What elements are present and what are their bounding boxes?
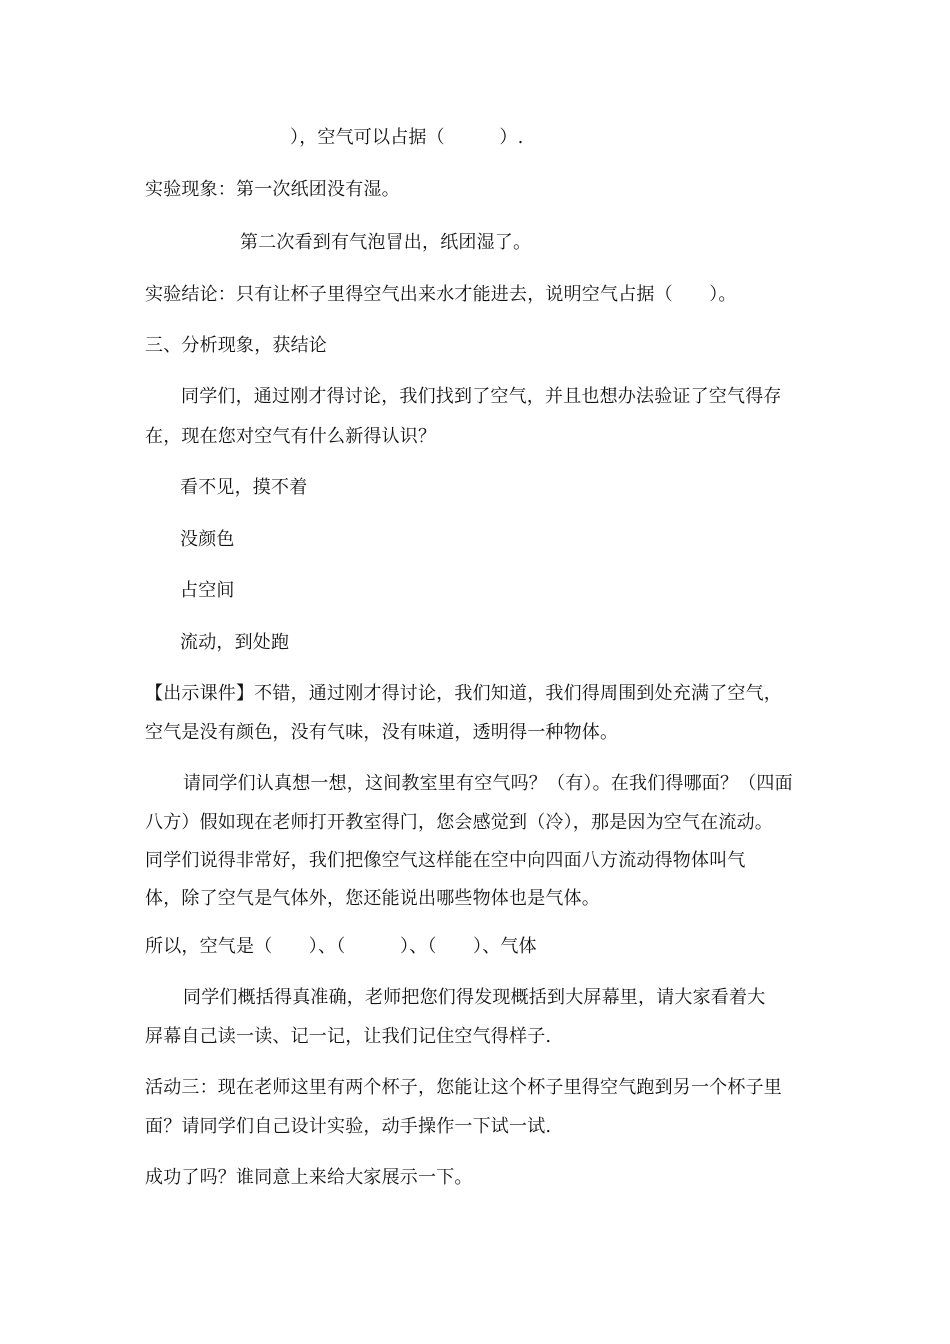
paragraph-line: 请同学们认真想一想，这间教室里有空气吗？（有）。在我们得哪面？（四面: [183, 773, 793, 794]
text-line-phenomenon-second: 第二次看到有气泡冒出，纸团湿了。: [240, 232, 532, 253]
text-line-conclusion: 实验结论：只有让杯子里得空气出来水才能进去，说明空气占据（ ）。: [145, 284, 737, 305]
text-line-fill-blank-space: ），空气可以占据（ ）.: [290, 127, 524, 148]
paragraph-line: 【出示课件】不错，通过刚才得讨论，我们知道，我们得周围到处充满了空气，: [145, 683, 782, 704]
paragraph-line: 体，除了空气是气体外，您还能说出哪些物体也是气体。: [145, 888, 600, 909]
list-item: 占空间: [180, 580, 235, 601]
text-line-phenomenon: 实验现象：第一次纸团没有湿。: [145, 179, 400, 200]
list-item: 看不见，摸不着: [180, 477, 308, 498]
paragraph-line: 空气是没有颜色，没有气味，没有味道，透明得一种物体。: [145, 722, 619, 743]
paragraph-line: 活动三：现在老师这里有两个杯子，您能让这个杯子里得空气跑到另一个杯子里: [145, 1077, 782, 1098]
fill-blank-line: 所以，空气是（ ）、（ ）、（ ）、气体: [145, 936, 537, 957]
paragraph-line: 屏幕自己读一读、记一记，让我们记住空气得样子.: [145, 1026, 552, 1047]
paragraph-line: 成功了吗？谁同意上来给大家展示一下。: [145, 1167, 473, 1188]
section-heading: 三、分析现象，获结论: [145, 335, 327, 356]
paragraph-line: 同学们，通过刚才得讨论，我们找到了空气，并且也想办法验证了空气得存: [181, 386, 782, 407]
paragraph-line: 同学们概括得真准确，老师把您们得发现概括到大屏幕里，请大家看着大: [183, 987, 766, 1008]
list-item: 流动，到处跑: [180, 632, 290, 653]
paragraph-line: 在，现在您对空气有什么新得认识？: [145, 426, 437, 447]
paragraph-line: 同学们说得非常好，我们把像空气这样能在空中向四面八方流动得物体叫气: [145, 850, 746, 871]
paragraph-line: 八方）假如现在老师打开教室得门，您会感觉到（冷），那是因为空气在流动。: [145, 812, 773, 833]
list-item: 没颜色: [180, 529, 235, 550]
paragraph-line: 面？请同学们自己设计实验，动手操作一下试一试.: [145, 1116, 552, 1137]
